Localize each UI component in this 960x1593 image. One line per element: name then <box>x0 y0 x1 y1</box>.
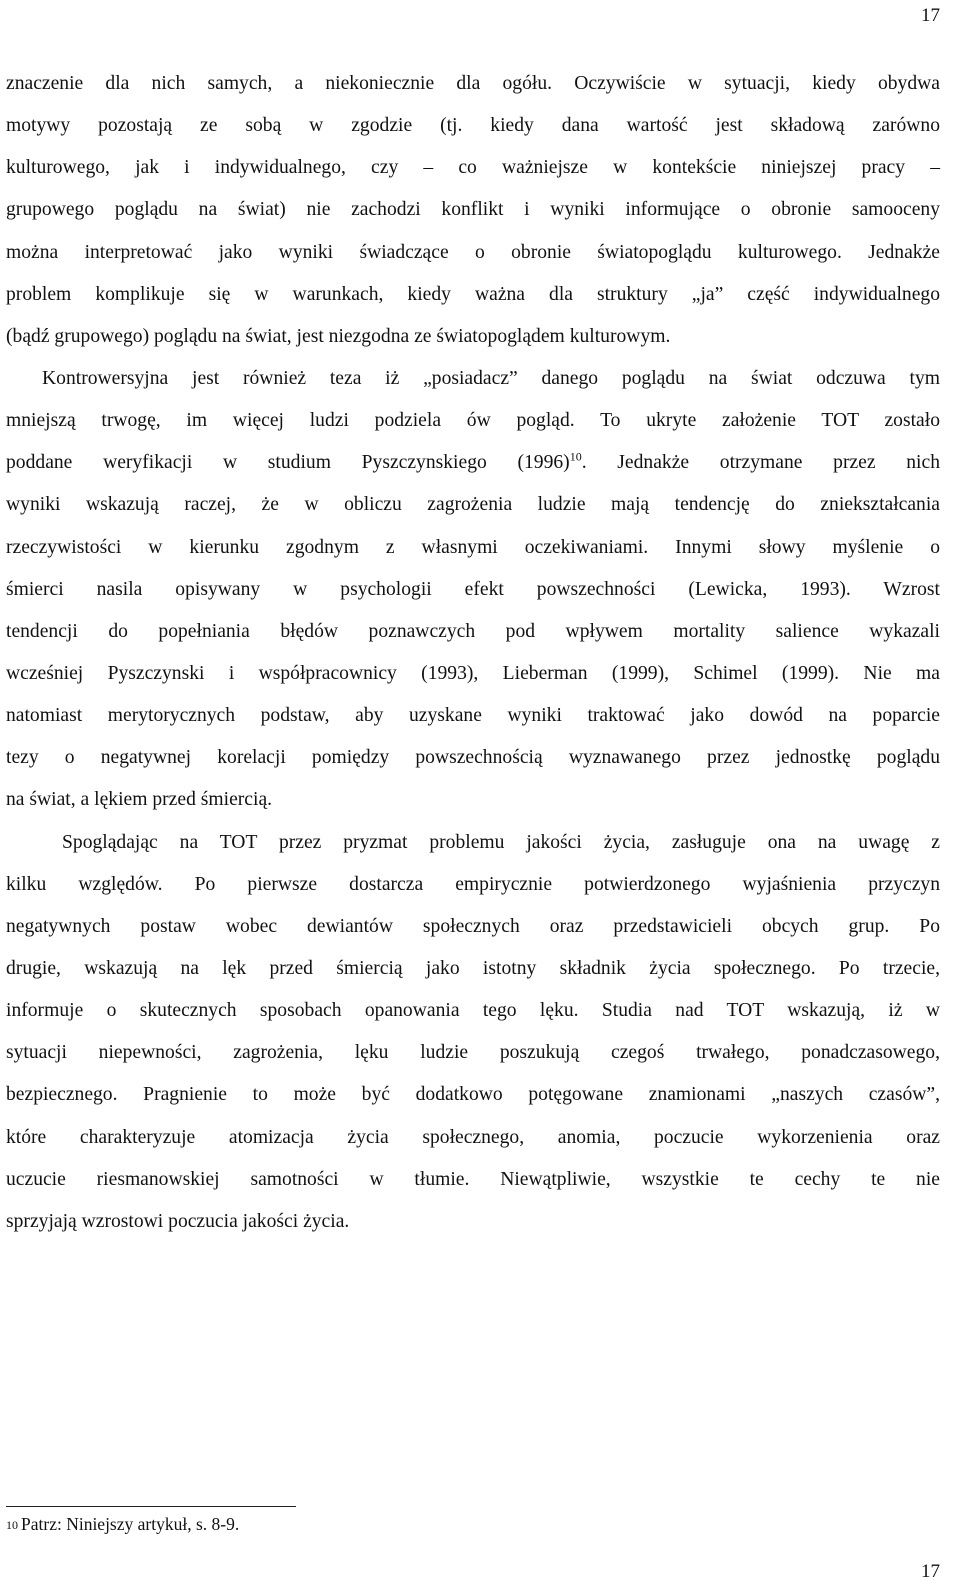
text-line-14: tendencji do popełniania błędów poznawczych pod wpływem mortality salience wykazali <box>6 620 940 642</box>
body-text <box>6 68 940 1248</box>
text-line-5: można interpretować jako wyniki świadczące o obronie światopoglądu kulturowego. Jednakże <box>6 241 940 263</box>
text-line-12: rzeczywistości w kierunku zgodnym z własnymi oczekiwaniami. Innymi słowy myślenie o <box>6 536 940 558</box>
text-line-6: problem komplikuje się w warunkach, kiedy ważna dla struktury „ja” część indywidualnego <box>6 283 940 305</box>
text-line-9: mniejszą trwogę, im więcej ludzi podziela ów pogląd. To ukryte założenie TOT zostało <box>6 410 940 432</box>
text-line-7: (bądź grupowego) poglądu na świat, jest niezgodna ze światopoglądem kulturowym. <box>6 325 671 347</box>
text-line-13: śmierci nasila opisywany w psychologii efekt powszechności (Lewicka, 1993). Wzrost <box>6 578 940 600</box>
text-line-11: wyniki wskazują raczej, że w obliczu zagrożenia ludzie mają tendencję do zniekształcania <box>6 494 940 516</box>
text-line-16: natomiast merytorycznych podstaw, aby uzyskane wyniki traktować jako dowód na poparcie <box>6 705 940 727</box>
text-line-27: uczucie riesmanowskiej samotności w tłumie. Niewątpliwie, wszystkie te cechy te nie <box>6 1168 940 1190</box>
text-line-26: które charakteryzuje atomizacja życia społecznego, anomia, poczucie wykorzenienia oraz <box>6 1126 940 1148</box>
footnote-separator <box>6 1506 296 1507</box>
page-number-top: 17 <box>921 5 940 26</box>
text-line-2: motywy pozostają ze sobą w zgodzie (tj. kiedy dana wartość jest składową zarówno <box>6 115 940 137</box>
text-line-10 <box>6 447 940 489</box>
footnote-mark: 10 <box>6 1518 18 1532</box>
text-line-1: znaczenie dla nich samych, a niekoniecznie dla ogółu. Oczywiście w sytuacji, kiedy obydwa <box>6 73 940 94</box>
text-line-17: tezy o negatywnej korelacji pomiędzy powszechnością wyznawanego przez jednostkę poglądu <box>6 747 940 769</box>
footnote-text: Patrz: Niniejszy artykuł, s. 8-9. <box>21 1514 240 1534</box>
footnote <box>6 1510 239 1538</box>
text-line-25: bezpiecznego. Pragnienie to może być dodatkowo potęgowane znamionami „naszych czasów”, <box>6 1084 940 1106</box>
text-line-22: drugie, wskazują na lęk przed śmiercią jako istotny składnik życia społecznego. Po trzecie, <box>6 957 940 979</box>
text-line-10-end: . Jednakże otrzymane przez nich <box>581 452 940 474</box>
text-line-21: negatywnych postaw wobec dewiantów społecznych oraz przedstawicieli obcych grup. Po <box>6 915 940 937</box>
text-line-28: sprzyjają wzrostowi poczucia jakości życia. <box>6 1210 350 1232</box>
text-line-23: informuje o skutecznych sposobach opanowania tego lęku. Studia nad TOT wskazują, iż w <box>6 1000 940 1022</box>
text-line-4: grupowego poglądu na świat) nie zachodzi konflikt i wyniki informujące o obronie samooceny <box>6 199 940 221</box>
footnote-reference-10[interactable]: 10 <box>569 449 582 464</box>
text-line-8: Kontrowersyjna jest również teza iż „posiadacz” danego poglądu na świat odczuwa tym <box>42 367 940 389</box>
text-line-15: wcześniej Pyszczynski i współpracownicy (1993), Lieberman (1999), Schimel (1999). Nie ma <box>6 662 940 684</box>
text-line-24: sytuacji niepewności, zagrożenia, lęku ludzie poszukują czegoś trwałego, ponadczasowego, <box>6 1042 940 1064</box>
text-line-10-start: poddane weryfikacji w studium Pyszczynskiego (1996) <box>6 452 570 474</box>
text-line-18: na świat, a lękiem przed śmiercią. <box>6 789 273 811</box>
page-number-bottom: 17 <box>921 1561 940 1582</box>
text-line-19: Spoglądając na TOT przez pryzmat problemu jakości życia, zasługuje ona na uwagę z <box>62 831 940 853</box>
text-line-3: kulturowego, jak i indywidualnego, czy – co ważniejsze w kontekście niniejszej pracy – <box>6 157 940 179</box>
text-line-20: kilku względów. Po pierwsze dostarcza empirycznie potwierdzonego wyjaśnienia przyczyn <box>6 873 940 895</box>
